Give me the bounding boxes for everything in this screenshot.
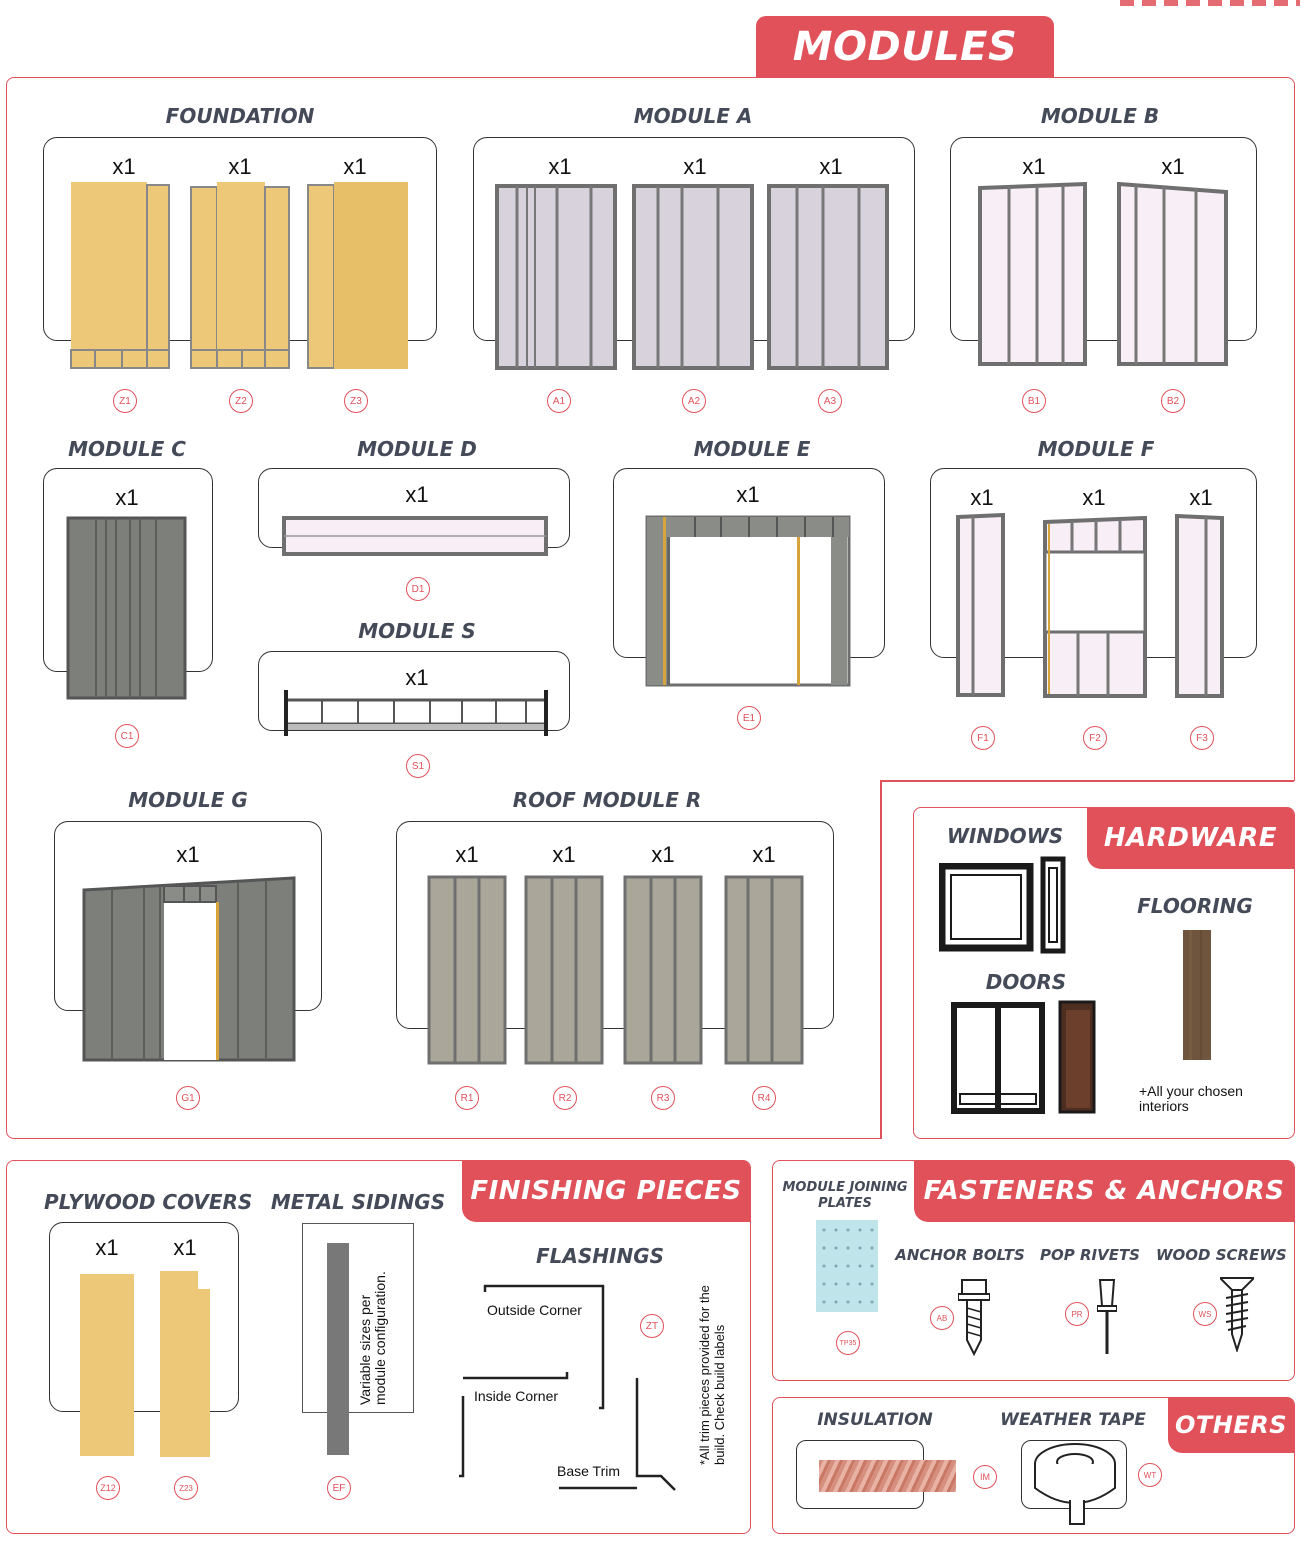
metal-sidings-note: Variable sizes per module configuration. — [357, 1271, 388, 1405]
roof-panel — [623, 875, 703, 1065]
plywood-cover-z23 — [160, 1271, 212, 1457]
windows-title: WINDOWS — [946, 824, 1064, 848]
weather-tape-title: WEATHER TAPE — [1000, 1410, 1146, 1430]
module-e-title: MODULE E — [693, 437, 811, 461]
part-code: F2 — [1083, 726, 1107, 750]
window-icon — [939, 863, 1035, 953]
part-code: R2 — [553, 1086, 577, 1110]
qty-label: x1 — [176, 842, 200, 867]
qty-label: x1 — [1189, 485, 1213, 510]
qty-label: x1 — [228, 154, 252, 179]
part-code: WS — [1193, 1302, 1217, 1326]
qty-label: x1 — [343, 154, 367, 179]
insulation-title: INSULATION — [817, 1410, 933, 1430]
qty-label: x1 — [1082, 485, 1106, 510]
metal-sidings-title: METAL SIDINGS — [270, 1190, 446, 1214]
part-code: R3 — [651, 1086, 675, 1110]
qty-label: x1 — [819, 154, 843, 179]
anchor-bolts-title: ANCHOR BOLTS — [895, 1246, 1025, 1264]
part-code: A2 — [682, 389, 706, 413]
flooring-plank-icon — [1183, 930, 1211, 1060]
foundation-panel-z3 — [307, 181, 409, 370]
weather-tape-icon — [1030, 1438, 1120, 1526]
module-a-panel — [767, 184, 889, 370]
pop-rivets-title: POP RIVETS — [1040, 1246, 1140, 1264]
part-code: Z12 — [96, 1476, 120, 1500]
joining-plates-title: MODULE JOINING PLATES — [782, 1180, 908, 1211]
foundation-title: FOUNDATION — [165, 104, 315, 128]
part-code: ZT — [640, 1314, 664, 1338]
part-code: Z23 — [174, 1476, 198, 1500]
module-r-title: ROOF MODULE R — [512, 788, 702, 812]
others-tab: OTHERS — [1168, 1397, 1294, 1453]
trim-note: *All trim pieces provided for the build. Check build labels — [697, 1285, 727, 1465]
part-code: TP35 — [836, 1331, 860, 1355]
qty-label: x1 — [683, 154, 707, 179]
sliding-door-icon — [951, 1002, 1045, 1114]
qty-label: x1 — [970, 485, 994, 510]
part-code: PR — [1065, 1302, 1089, 1326]
part-code: Z3 — [344, 389, 368, 413]
module-a-panel — [495, 184, 617, 370]
qty-label: x1 — [112, 154, 136, 179]
part-code: Z2 — [229, 389, 253, 413]
module-c-panel — [66, 516, 187, 700]
foundation-panel-z2 — [190, 181, 292, 370]
module-s-panel — [282, 690, 550, 738]
qty-label: x1 — [1022, 154, 1046, 179]
part-code: A3 — [818, 389, 842, 413]
anchor-bolt-icon — [958, 1278, 990, 1356]
module-g-panel — [82, 876, 296, 1062]
qty-label: x1 — [405, 482, 429, 507]
brand-fragment — [1120, 0, 1300, 8]
part-code: B2 — [1161, 389, 1185, 413]
module-a-title: MODULE A — [633, 104, 753, 128]
module-c-title: MODULE C — [68, 437, 186, 461]
qty-label: x1 — [115, 485, 139, 510]
insulation-batt — [819, 1460, 956, 1492]
qty-label: x1 — [736, 482, 760, 507]
foundation-panel-z1 — [70, 181, 172, 370]
wood-screw-icon — [1220, 1276, 1254, 1352]
finishing-tab: FINISHING PIECES — [462, 1160, 750, 1222]
plywood-cover-z12 — [80, 1274, 134, 1456]
module-d-title: MODULE D — [357, 437, 477, 461]
inside-corner-label: Inside Corner — [474, 1388, 559, 1404]
doors-title: DOORS — [985, 970, 1067, 994]
qty-label: x1 — [173, 1235, 197, 1260]
part-code: F3 — [1190, 726, 1214, 750]
module-f-panel — [1174, 514, 1226, 698]
qty-label: x1 — [95, 1235, 119, 1260]
module-f-title: MODULE F — [1037, 437, 1155, 461]
part-code: B1 — [1022, 389, 1046, 413]
interiors-note: +All your chosen interiors — [1139, 1083, 1243, 1114]
qty-label: x1 — [1161, 154, 1185, 179]
metal-siding-strip — [327, 1243, 349, 1455]
module-f-panel — [955, 513, 1007, 697]
fasteners-tab: FASTENERS & ANCHORS — [914, 1160, 1294, 1222]
roof-panel — [524, 875, 604, 1065]
flooring-title: FLOORING — [1137, 894, 1253, 918]
part-code: D1 — [406, 577, 430, 601]
pop-rivet-icon — [1097, 1276, 1117, 1356]
qty-label: x1 — [752, 842, 776, 867]
part-code: EF — [327, 1476, 351, 1500]
module-s-title: MODULE S — [358, 619, 476, 643]
part-code: IM — [973, 1465, 997, 1489]
module-g-title: MODULE G — [128, 788, 248, 812]
part-code: AB — [930, 1306, 954, 1330]
part-code: F1 — [971, 726, 995, 750]
qty-label: x1 — [651, 842, 675, 867]
part-code: R1 — [455, 1086, 479, 1110]
roof-panel — [427, 875, 507, 1065]
base-trim-label: Base Trim — [557, 1463, 621, 1479]
joining-plate-icon — [816, 1220, 878, 1312]
modules-tab: MODULES — [756, 16, 1054, 78]
module-b-panel — [1116, 182, 1230, 366]
module-b-panel — [977, 182, 1089, 366]
part-code: A1 — [547, 389, 571, 413]
qty-label: x1 — [455, 842, 479, 867]
part-code: WT — [1138, 1463, 1162, 1487]
part-code: C1 — [115, 724, 139, 748]
module-f-panel — [1042, 516, 1148, 698]
roof-panel — [724, 875, 804, 1065]
outside-corner-label: Outside Corner — [487, 1302, 582, 1318]
part-code: G1 — [176, 1086, 200, 1110]
plywood-title: PLYWOOD COVERS — [44, 1190, 253, 1214]
module-a-panel — [632, 184, 754, 370]
module-e-panel — [645, 515, 851, 687]
qty-label: x1 — [548, 154, 572, 179]
qty-label: x1 — [405, 665, 429, 690]
part-code: R4 — [752, 1086, 776, 1110]
wood-screws-title: WOOD SCREWS — [1156, 1246, 1287, 1264]
flashings-title: FLASHINGS — [535, 1244, 665, 1268]
narrow-window-icon — [1040, 856, 1066, 954]
part-code: Z1 — [113, 389, 137, 413]
part-code: E1 — [737, 706, 761, 730]
qty-label: x1 — [552, 842, 576, 867]
hardware-tab: HARDWARE — [1087, 807, 1294, 869]
module-d-panel — [282, 516, 548, 556]
door-icon — [1058, 1000, 1096, 1114]
part-code: S1 — [406, 754, 430, 778]
module-b-title: MODULE B — [1040, 104, 1160, 128]
